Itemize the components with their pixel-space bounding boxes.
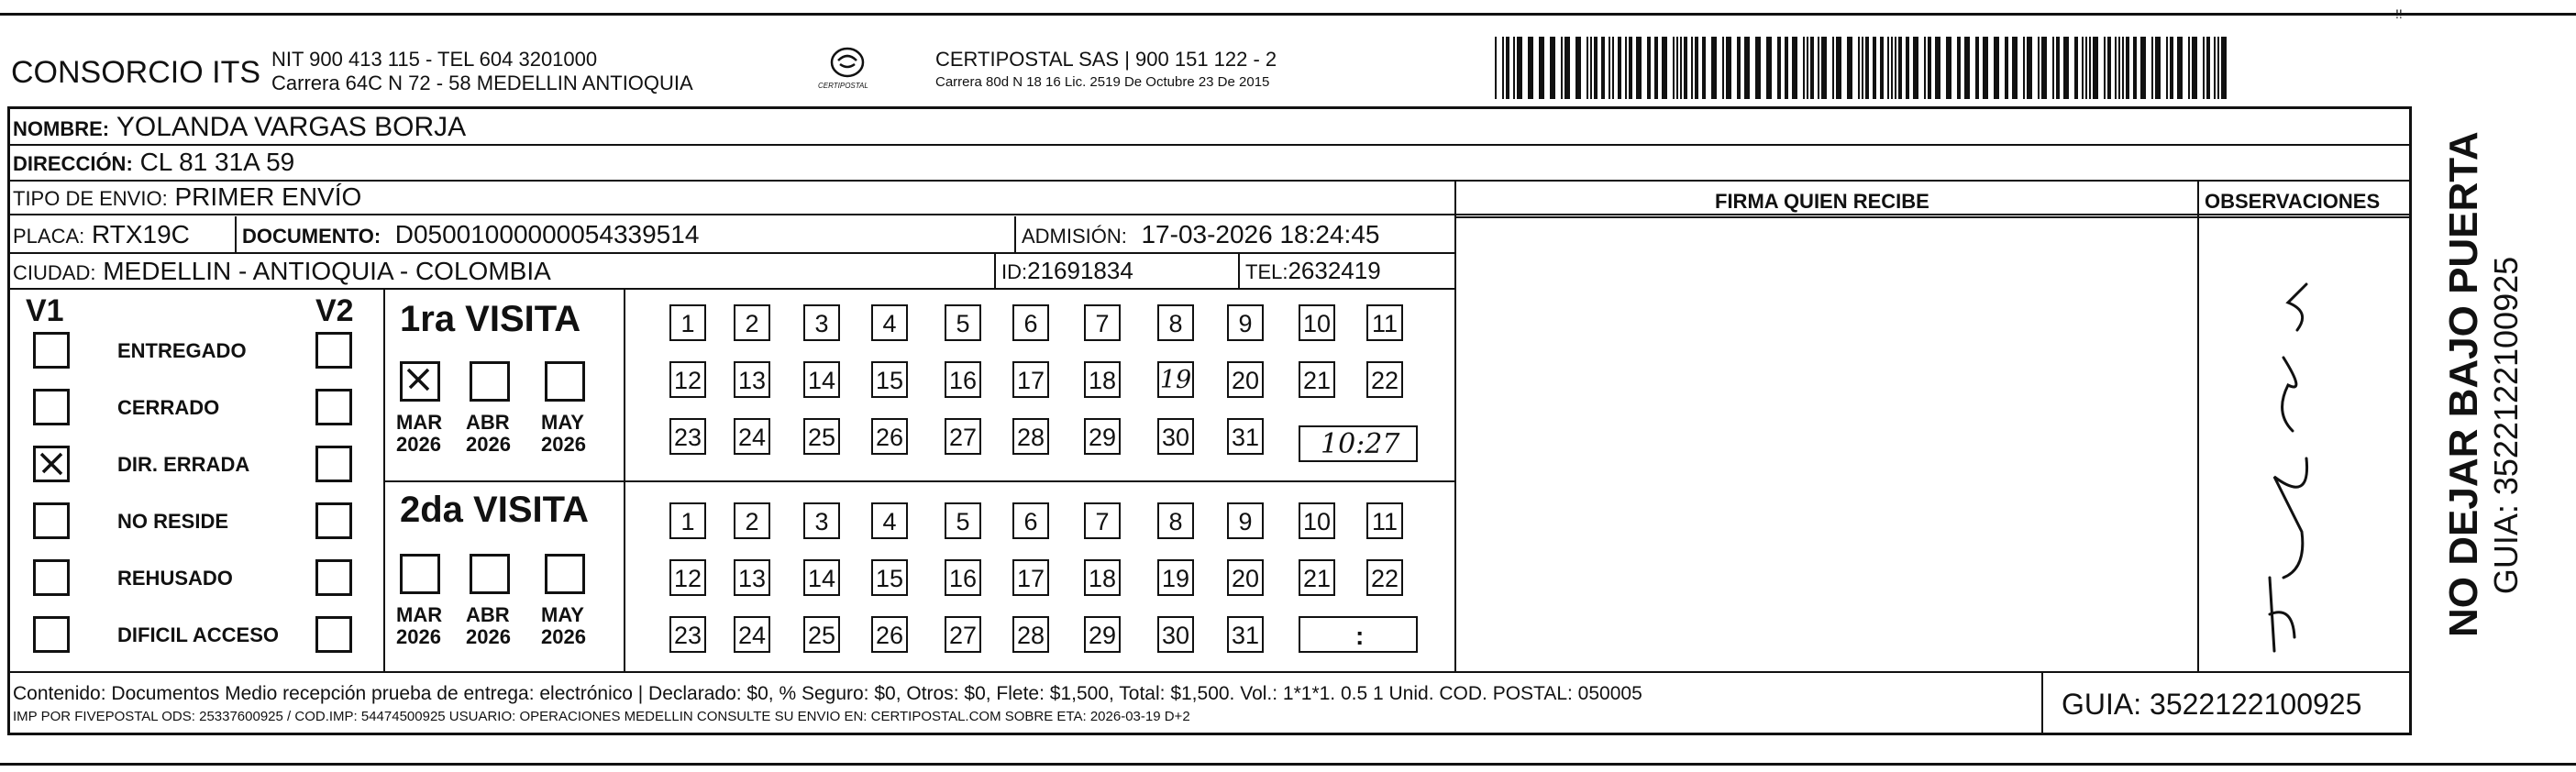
barcode-bar [1680, 37, 1682, 99]
barcode [1495, 37, 2228, 99]
visit2-day-box[interactable]: 27 [945, 616, 981, 653]
col-line [1014, 216, 1016, 253]
barcode-bar [1575, 37, 1581, 99]
visit2-day-box[interactable]: 2 [734, 502, 770, 539]
nombre-label: NOMBRE: [13, 117, 110, 140]
barcode-bar [2082, 37, 2084, 99]
barcode-bar [1810, 37, 1814, 99]
barcode-bar [2038, 37, 2040, 99]
col-line [2197, 180, 2199, 671]
visit1-month-label: MAY [541, 411, 584, 434]
barcode-bar [1946, 37, 1951, 99]
visit2-day-box[interactable]: 14 [803, 559, 840, 596]
admision-value: 17-03-2026 18:24:45 [1141, 220, 1380, 248]
visit2-day-box[interactable]: 21 [1299, 559, 1335, 596]
barcode-bar [1618, 37, 1621, 99]
certipostal-address: Carrera 80d N 18 16 Lic. 2519 De Octubre 23 De 2015 [935, 74, 1270, 90]
col-line [994, 253, 996, 290]
barcode-bar [1502, 37, 1504, 99]
barcode-bar [1792, 37, 1797, 99]
nit-line: NIT 900 413 115 - TEL 604 3201000 [271, 48, 598, 71]
visit2-month-year: 2026 [396, 625, 441, 648]
barcode-bar [1862, 37, 1863, 99]
visit1-day-box[interactable]: 27 [945, 418, 981, 455]
barcode-bar [1975, 37, 1979, 99]
visit2-day-box[interactable]: 4 [871, 502, 908, 539]
visit2-month-year: 2026 [466, 625, 511, 648]
status-v1-checkbox[interactable] [33, 389, 70, 425]
visit2-day-box[interactable]: 12 [669, 559, 706, 596]
visit1-day-box[interactable]: 10 [1299, 304, 1335, 341]
visit2-day-box[interactable]: 8 [1157, 502, 1194, 539]
v2-label: V2 [315, 293, 354, 328]
barcode-bar [1766, 37, 1772, 99]
visit2-day-box[interactable]: 13 [734, 559, 770, 596]
footer-contenido: Contenido: Documentos Medio recepción prueba de entrega: electrónico | Declarado: $0, % Seguro: $0, Otros: $0, Flete: $1,500, Total: $1,500. Vol.: 1*1*1. 0.5 1 Unid. COD. POSTAL: 050005 [13, 683, 1642, 704]
top-rule [0, 13, 2576, 16]
barcode-bar [1564, 37, 1570, 99]
tipo-envio-value: PRIMER ENVÍO [174, 182, 362, 211]
visit1-day-box[interactable]: 14 [803, 361, 840, 398]
visit2-day-box[interactable]: 24 [734, 616, 770, 653]
barcode-bar [1895, 37, 1896, 99]
visit1-day-box[interactable]: 5 [945, 304, 981, 341]
visit1-day-box[interactable]: 29 [1084, 418, 1121, 455]
barcode-bar [2052, 37, 2054, 99]
barcode-bar [1858, 37, 1860, 99]
barcode-bar [1983, 37, 1988, 99]
barcode-bar [1601, 37, 1605, 99]
barcode-bar [2063, 37, 2069, 99]
barcode-bar [1785, 37, 1788, 99]
visit2-month-label: MAR [396, 603, 443, 626]
barcode-bar [1513, 37, 1515, 99]
form-frame [7, 106, 2412, 735]
barcode-bar [1898, 37, 1902, 99]
visit1-day-box[interactable]: 24 [734, 418, 770, 455]
barcode-bar [1744, 37, 1750, 99]
bottom-rule [0, 763, 2576, 766]
visit2-day-box[interactable]: 9 [1227, 502, 1264, 539]
barcode-bar [2056, 37, 2060, 99]
recipient-signature [2219, 275, 2357, 660]
visit1-day-box[interactable]: 30 [1157, 418, 1194, 455]
visit1-month-year: 2026 [396, 433, 441, 456]
visit2-title: 2da VISITA [400, 490, 589, 530]
visit1-day-box[interactable]: 21 [1299, 361, 1335, 398]
visit-divider [383, 480, 1456, 482]
barcode-bar [2206, 37, 2210, 99]
barcode-bar [1517, 37, 1522, 99]
barcode-bar [1629, 37, 1632, 99]
status-label: DIR. ERRADA [117, 453, 250, 476]
barcode-bar [1737, 37, 1741, 99]
barcode-bar [2074, 37, 2078, 99]
visit1-day-box[interactable]: 18 [1084, 361, 1121, 398]
footer-imp: IMP POR FIVEPOSTAL ODS: 25337600925 / COD.IMP: 54474500925 USUARIO: OPERACIONES MEDELLIN CONSULTE SU ENVIO EN: CERTIPOSTAL.COM SOBRE ETA: 2026-03-19 D+2 [13, 709, 1190, 724]
barcode-bar [1957, 37, 1961, 99]
barcode-bar [1550, 37, 1555, 99]
col-line [235, 216, 237, 253]
footer-guia: GUIA: 3522122100925 [2062, 688, 2362, 721]
id-label: ID: [1001, 260, 1028, 283]
status-v2-checkbox[interactable] [315, 502, 352, 539]
barcode-bar [1609, 37, 1610, 99]
visit2-day-box[interactable]: 25 [803, 616, 840, 653]
barcode-bar [2122, 37, 2124, 99]
barcode-bar [1495, 37, 1497, 99]
barcode-bar [1777, 37, 1781, 99]
barcode-bar [1673, 37, 1675, 99]
barcode-bar [1676, 37, 1678, 99]
observaciones-header: OBSERVACIONES [2205, 190, 2381, 213]
visit2-month-label: ABR [466, 603, 510, 626]
tipo-envio-label: TIPO DE ENVIO: [13, 187, 168, 210]
barcode-bar [1590, 37, 1592, 99]
barcode-bar [1755, 37, 1761, 99]
barcode-bar [2155, 37, 2161, 99]
barcode-bar [2217, 37, 2219, 99]
barcode-bar [2140, 37, 2146, 99]
visit1-day-box[interactable]: 9 [1227, 304, 1264, 341]
barcode-bar [2203, 37, 2205, 99]
visit1-day-box[interactable]: 23 [669, 418, 706, 455]
visit1-day-box[interactable]: 28 [1012, 418, 1049, 455]
status-v2-checkbox[interactable] [315, 559, 352, 596]
barcode-bar [2093, 37, 2098, 99]
barcode-bar [1711, 37, 1717, 99]
barcode-bar [1636, 37, 1642, 99]
header-divider [1456, 216, 2412, 218]
visit1-title: 1ra VISITA [400, 299, 581, 339]
barcode-bar [1865, 37, 1869, 99]
visit2-day-box[interactable]: 3 [803, 502, 840, 539]
barcode-bar [2104, 37, 2106, 99]
row-line [7, 144, 2412, 146]
visit1-month-checkbox[interactable] [545, 361, 585, 402]
visit2-day-box[interactable]: 30 [1157, 616, 1194, 653]
barcode-bar [1654, 37, 1658, 99]
direccion-value: CL 81 31A 59 [139, 148, 295, 176]
tel-value: 2632419 [1288, 257, 1381, 284]
barcode-bar [1506, 37, 1509, 99]
id-value: 21691834 [1027, 257, 1133, 284]
certipostal-line: CERTIPOSTAL SAS | 900 151 122 - 2 [935, 48, 1277, 71]
barcode-bar [2151, 37, 2153, 99]
status-v1-checkbox[interactable] [33, 332, 70, 369]
status-label: NO RESIDE [117, 510, 229, 533]
direccion-label: DIRECCIÓN: [13, 152, 133, 175]
visit2-day-box[interactable]: 19 [1157, 559, 1194, 596]
placa-value: RTX19C [92, 220, 190, 248]
corner-mark: !! [2395, 6, 2403, 21]
barcode-bar [2166, 37, 2168, 99]
status-v1-checkbox[interactable] [33, 559, 70, 596]
visit1-day-box[interactable]: 25 [803, 418, 840, 455]
barcode-bar [2170, 37, 2173, 99]
certipostal-logo [814, 42, 880, 101]
visit2-month-checkbox[interactable] [400, 554, 440, 594]
visit2-day-box[interactable]: 22 [1366, 559, 1403, 596]
barcode-bar [1891, 37, 1893, 99]
barcode-bar [2115, 37, 2117, 99]
visit1-month-year: 2026 [466, 433, 511, 456]
barcode-bar [1702, 37, 1706, 99]
status-v2-checkbox[interactable] [315, 332, 352, 369]
barcode-bar [2192, 37, 2197, 99]
visit2-month-checkbox[interactable] [545, 554, 585, 594]
barcode-bar [1625, 37, 1627, 99]
barcode-bar [2027, 37, 2032, 99]
signature-header: FIRMA QUIEN RECIBE [1715, 190, 1929, 213]
status-v1-checkbox[interactable] [33, 616, 70, 653]
visit1-month-label: ABR [466, 411, 510, 434]
col-line [1454, 180, 1456, 671]
status-label: CERRADO [117, 396, 220, 419]
barcode-bar [2041, 37, 2047, 99]
barcode-bar [1722, 37, 1724, 99]
visit1-month-label: MAR [396, 411, 443, 434]
visit2-day-box[interactable]: 17 [1012, 559, 1049, 596]
visit1-time: 10:27 [1321, 428, 1400, 460]
visit2-day-box[interactable]: 20 [1227, 559, 1264, 596]
visit1-day-box[interactable]: 16 [945, 361, 981, 398]
barcode-bar [1821, 37, 1827, 99]
visit2-month-label: MAY [541, 603, 584, 626]
status-v1-checkbox[interactable] [33, 502, 70, 539]
barcode-bar [2118, 37, 2120, 99]
visit1-day-box[interactable]: 2 [734, 304, 770, 341]
visit2-day-box[interactable]: 18 [1084, 559, 1121, 596]
barcode-bar [1684, 37, 1687, 99]
visit1-day-box[interactable]: 20 [1227, 361, 1264, 398]
barcode-bar [1662, 37, 1667, 99]
status-label: DIFICIL ACCESO [117, 623, 280, 646]
barcode-bar [1924, 37, 1926, 99]
barcode-bar [1880, 37, 1884, 99]
visit2-month-checkbox[interactable] [470, 554, 510, 594]
barcode-bar [1539, 37, 1544, 99]
visit2-day-box[interactable]: 29 [1084, 616, 1121, 653]
visit2-day-box[interactable]: 5 [945, 502, 981, 539]
barcode-bar [1836, 37, 1841, 99]
barcode-bar [1807, 37, 1808, 99]
barcode-bar [1803, 37, 1805, 99]
barcode-bar [1691, 37, 1693, 99]
visit2-day-box[interactable]: 23 [669, 616, 706, 653]
barcode-bar [2188, 37, 2190, 99]
visit1-day-box[interactable]: 6 [1012, 304, 1049, 341]
visit1-time-box[interactable] [1299, 425, 1418, 462]
barcode-bar [1887, 37, 1889, 99]
placa-label: PLACA: [13, 225, 85, 248]
visit1-day-box[interactable]: 15 [871, 361, 908, 398]
barcode-bar [2023, 37, 2025, 99]
visit2-day-box[interactable]: 26 [871, 616, 908, 653]
barcode-bar [1561, 37, 1563, 99]
visit2-day-box[interactable]: 16 [945, 559, 981, 596]
visit2-day-box[interactable]: 28 [1012, 616, 1049, 653]
side-guia-text: GUIA: 3522122100925 [2487, 256, 2525, 595]
barcode-bar [1873, 37, 1876, 99]
visit2-time-box[interactable] [1299, 616, 1418, 653]
visit1-month-checkbox[interactable] [400, 361, 440, 402]
visit2-month-year: 2026 [541, 625, 586, 648]
ciudad-label: CIUDAD: [13, 261, 96, 284]
barcode-bar [1832, 37, 1834, 99]
barcode-bar [1935, 37, 1940, 99]
barcode-bar [2107, 37, 2111, 99]
barcode-bar [1994, 37, 1999, 99]
barcode-bar [2221, 37, 2227, 99]
barcode-bar [2126, 37, 2129, 99]
visit2-day-box[interactable]: 15 [871, 559, 908, 596]
col-line [2041, 671, 2043, 735]
barcode-bar [2005, 37, 2008, 99]
visit1-day-box[interactable]: 17 [1012, 361, 1049, 398]
visit1-day-box[interactable]: 13 [734, 361, 770, 398]
status-v1-checkbox[interactable] [33, 446, 70, 482]
visit2-day-box[interactable]: 7 [1084, 502, 1121, 539]
barcode-bar [2089, 37, 2091, 99]
footer-line [7, 671, 2412, 673]
visit1-day-box[interactable]: 19 [1157, 361, 1194, 398]
barcode-bar [2133, 37, 2137, 99]
barcode-bar [2085, 37, 2087, 99]
visit1-day-box[interactable]: 1 [669, 304, 706, 341]
logo-text: CERTIPOSTAL [818, 82, 868, 90]
visit1-day-box[interactable]: 31 [1227, 418, 1264, 455]
row-line [7, 214, 2412, 215]
barcode-bar [2177, 37, 2183, 99]
barcode-bar [2012, 37, 2018, 99]
status-label: REHUSADO [117, 567, 233, 590]
visit1-day-box[interactable]: 4 [871, 304, 908, 341]
ciudad-value: MEDELLIN - ANTIOQUIA - COLOMBIA [103, 257, 551, 285]
barcode-bar [1695, 37, 1698, 99]
barcode-bar [1906, 37, 1909, 99]
address-line: Carrera 64C N 72 - 58 MEDELLIN ANTIOQUIA [271, 72, 693, 94]
documento-label: DOCUMENTO: [242, 225, 381, 248]
company-name: CONSORCIO ITS [11, 55, 261, 90]
visit1-month-checkbox[interactable] [470, 361, 510, 402]
barcode-bar [1913, 37, 1918, 99]
barcode-bar [1647, 37, 1651, 99]
visit1-day-box[interactable]: 11 [1366, 304, 1403, 341]
barcode-bar [1928, 37, 1931, 99]
visit2-day-box[interactable]: 10 [1299, 502, 1335, 539]
side-text [2419, 131, 2525, 642]
visit1-day-box[interactable]: 26 [871, 418, 908, 455]
visit2-day-box[interactable]: 6 [1012, 502, 1049, 539]
visit1-day-box[interactable]: 22 [1366, 361, 1403, 398]
barcode-bar [2214, 37, 2216, 99]
visit1-day-box[interactable]: 8 [1157, 304, 1194, 341]
barcode-bar [1726, 37, 1731, 99]
nombre-value: YOLANDA VARGAS BORJA [116, 112, 467, 142]
barcode-bar [1818, 37, 1819, 99]
v1-label: V1 [26, 293, 64, 328]
status-v2-checkbox[interactable] [315, 446, 352, 482]
admision-label: ADMISIÓN: [1022, 225, 1127, 248]
visit1-day-box[interactable]: 7 [1084, 304, 1121, 341]
visit2-time: : [1355, 622, 1365, 650]
tel-label: TEL: [1245, 260, 1288, 283]
no-dejar-text: NO DEJAR BAJO PUERTA [2441, 131, 2486, 637]
visit1-month-year: 2026 [541, 433, 586, 456]
status-v2-checkbox[interactable] [315, 616, 352, 653]
status-label: ENTREGADO [117, 339, 247, 362]
col-line [1238, 253, 1240, 290]
visit2-day-box[interactable]: 11 [1366, 502, 1403, 539]
row-line [7, 180, 2412, 182]
barcode-bar [1964, 37, 1970, 99]
barcode-bar [1612, 37, 1614, 99]
barcode-bar [1847, 37, 1852, 99]
barcode-bar [1594, 37, 1598, 99]
barcode-bar [1528, 37, 1533, 99]
visit2-day-box[interactable]: 31 [1227, 616, 1264, 653]
barcode-bar [1587, 37, 1588, 99]
visit1-day-box[interactable]: 12 [669, 361, 706, 398]
status-v2-checkbox[interactable] [315, 389, 352, 425]
documento-value: D05001000000054339514 [394, 220, 700, 248]
visit1-day-box[interactable]: 3 [803, 304, 840, 341]
visit2-day-box[interactable]: 1 [669, 502, 706, 539]
